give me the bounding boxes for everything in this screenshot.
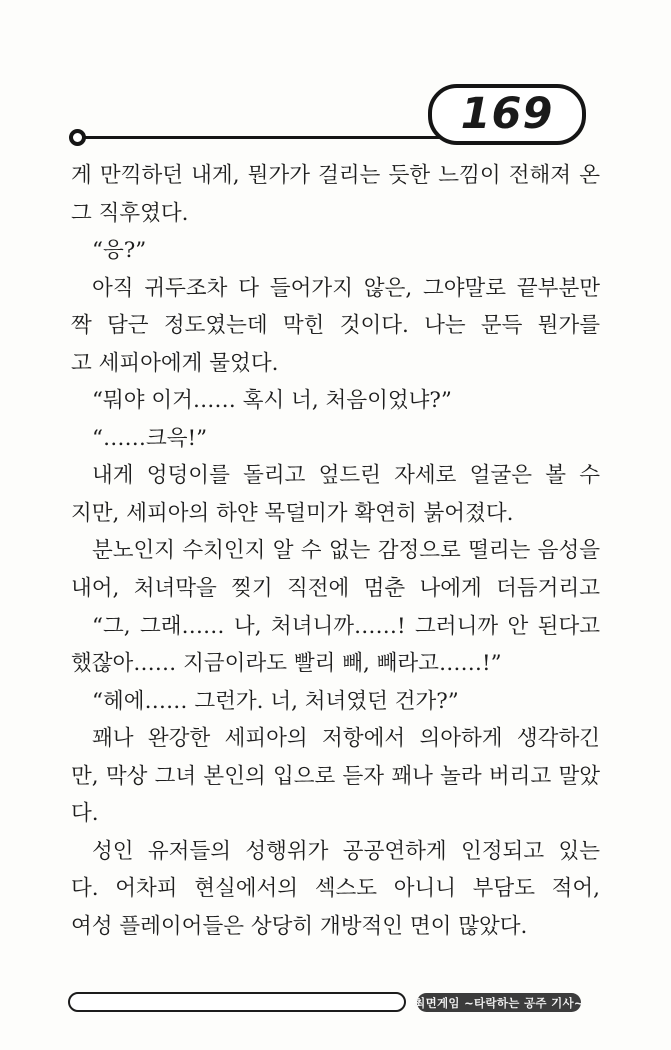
text-line: 꽤나 완강한 세피아의 저항에서 의아하게 생각하긴 (92, 726, 600, 752)
text-line: 그 직후였다. (71, 200, 189, 226)
text-line-dialogue: “헤에…… 그런가. 너, 처녀였던 건가?” (92, 688, 459, 714)
text-line-dialogue: “……크윽!” (92, 425, 208, 451)
text-line: 내어, 처녀막을 찢기 직전에 멈춘 나에게 더듬거리고 (71, 576, 600, 602)
text-line: 분노인지 수치인지 알 수 없는 감정으로 떨리는 음성을 (92, 538, 600, 564)
book-series-title: 최면게임 ~타락하는 공주 기사~ (414, 995, 584, 1010)
text-line: 짝 담근 정도였는데 막힌 것이다. 나는 문득 뭔가를 (71, 313, 600, 339)
text-line-dialogue: “뭐야 이거…… 혹시 너, 처음이었냐?” (92, 388, 452, 414)
text-line: 지만, 세피아의 하얀 목덜미가 확연히 붉어졌다. (71, 500, 514, 526)
text-line: 아직 귀두조차 다 들어가지 않은, 그야말로 끝부분만 (92, 275, 600, 301)
text-line: 만, 막상 그녀 본인의 입으로 듣자 꽤나 놀라 버리고 말았 (71, 763, 600, 789)
text-line-dialogue: “응?” (92, 238, 147, 264)
text-line: 다. 어차피 현실에서의 섹스도 아니니 부담도 적어, (71, 876, 600, 902)
page-text-block (71, 157, 600, 945)
book-title-badge (414, 993, 584, 1012)
page-number-badge (428, 84, 586, 145)
page-number: 169 (460, 88, 554, 139)
text-line-dialogue: “그, 그래…… 나, 처녀니까……! 그러니까 안 된다고 (92, 613, 600, 639)
text-line: 고 세피아에게 물었다. (71, 350, 279, 376)
text-line: 다. (71, 801, 99, 827)
header-line-dot (69, 129, 86, 146)
text-line: 게 만끽하던 내게, 뭔가가 걸리는 듯한 느낌이 전해져 온 (71, 163, 600, 188)
header-rule (84, 136, 440, 139)
text-line: 내게 엉덩이를 돌리고 엎드린 자세로 얼굴은 볼 수 (92, 463, 600, 489)
footer-rule-pill (68, 992, 406, 1012)
text-line: 여성 플레이어들은 상당히 개방적인 면이 많았다. (71, 913, 528, 939)
text-line-dialogue: 했잖아…… 지금이라도 빨리 빼, 빼라고……!” (71, 651, 502, 677)
text-line: 성인 유저들의 성행위가 공공연하게 인정되고 있는 (92, 838, 600, 864)
